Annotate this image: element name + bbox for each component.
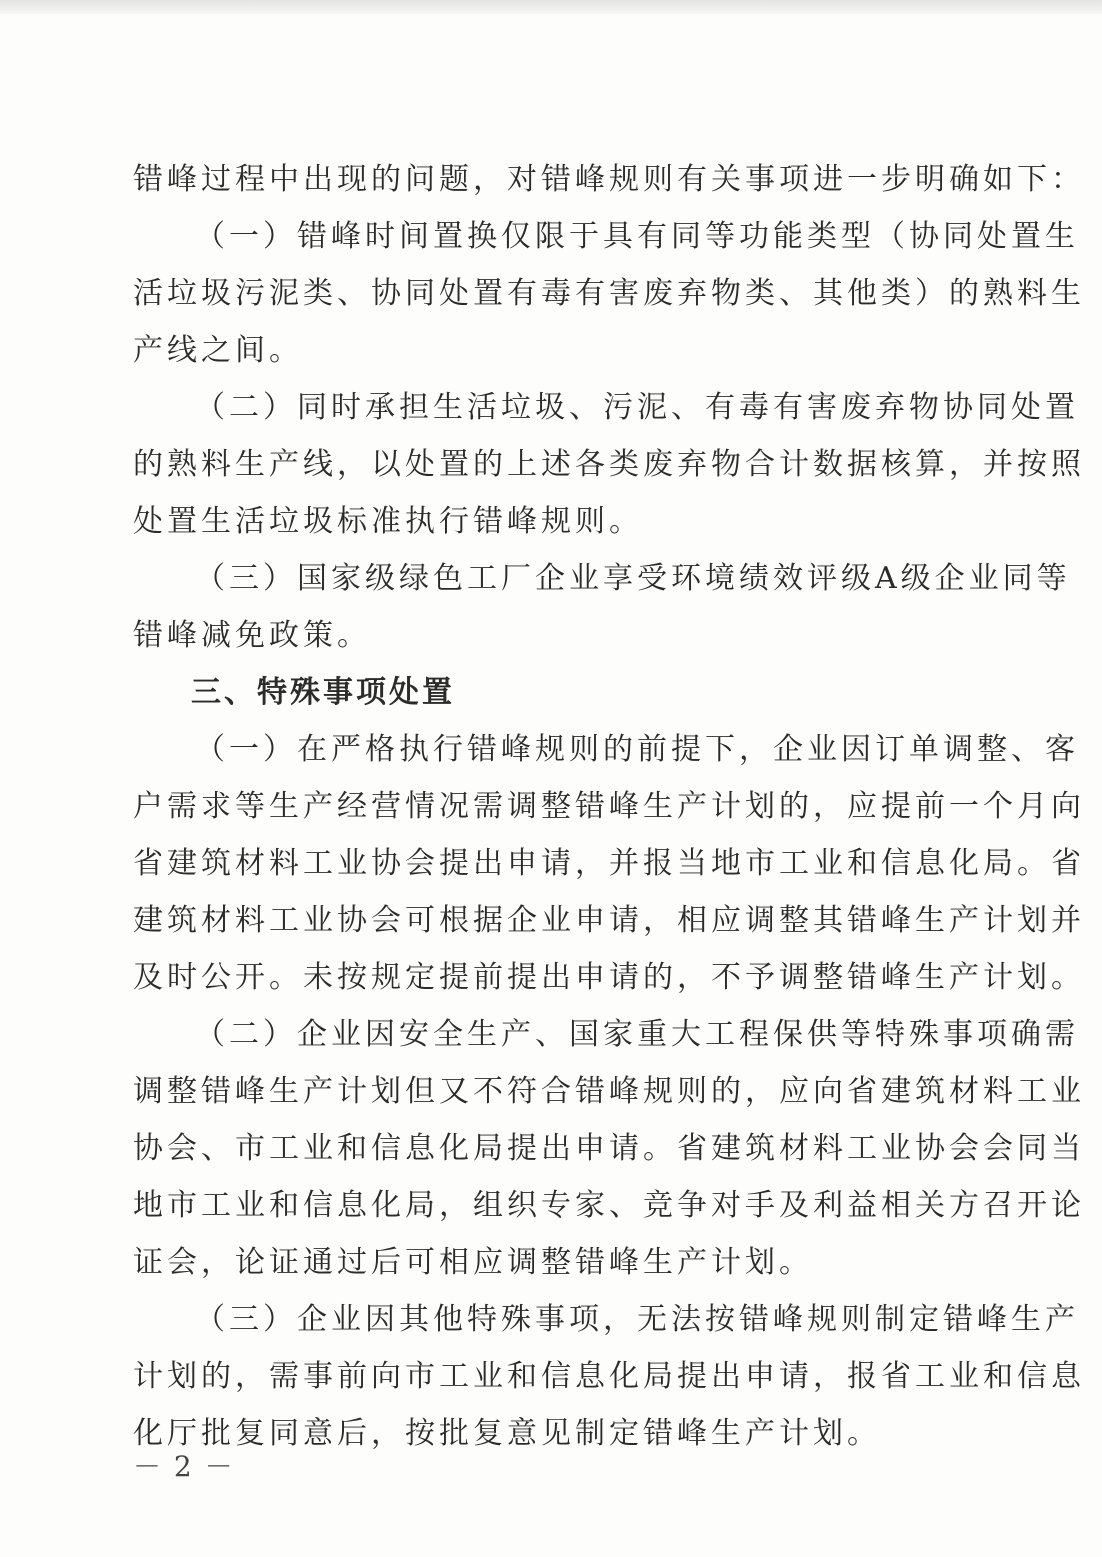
text-line: 处置生活垃圾标准执行错峰规则。	[133, 504, 643, 539]
text-line: （二）同时承担生活垃圾、污泥、有毒有害废弃物协同处置	[195, 390, 1079, 425]
section-heading: 三、特殊事项处置	[191, 675, 455, 710]
text-line: 及时公开。未按规定提前提出申请的，不予调整错峰生产计划。	[133, 960, 1085, 995]
text-line: 证会，论证通过后可相应调整错峰生产计划。	[133, 1245, 813, 1280]
text-line: 错峰减免政策。	[133, 618, 371, 653]
text-line: （一）在严格执行错峰规则的前提下，企业因订单调整、客	[195, 732, 1079, 767]
document-body	[133, 151, 1085, 1462]
text-line: 户需求等生产经营情况需调整错峰生产计划的，应提前一个月向	[133, 789, 1085, 824]
text-line: 的熟料生产线，以处置的上述各类废弃物合计数据核算，并按照	[133, 447, 1085, 482]
text-line: 地市工业和信息化局，组织专家、竞争对手及利益相关方召开论	[133, 1188, 1085, 1223]
text-line: （一）错峰时间置换仅限于具有同等功能类型（协同处置生	[195, 219, 1079, 254]
text-line: 错峰过程中出现的问题，对错峰规则有关事项进一步明确如下：	[133, 162, 1085, 197]
text-line: 建筑材料工业协会可根据企业申请，相应调整其错峰生产计划并	[133, 903, 1085, 938]
scan-top-edge	[0, 0, 1102, 14]
text-line: 调整错峰生产计划但又不符合错峰规则的，应向省建筑材料工业	[133, 1074, 1085, 1109]
text-line: （三）国家级绿色工厂企业享受环境绩效评级A级企业同等	[195, 561, 1071, 596]
text-line: 省建筑材料工业协会提出申请，并报当地市工业和信息化局。省	[133, 846, 1085, 881]
text-line: 产线之间。	[133, 333, 303, 368]
text-line: 协会、市工业和信息化局提出申请。省建筑材料工业协会会同当	[133, 1131, 1085, 1166]
text-line: （三）企业因其他特殊事项，无法按错峰规则制定错峰生产	[195, 1302, 1079, 1337]
text-line: 计划的，需事前向市工业和信息化局提出申请，报省工业和信息	[133, 1359, 1085, 1394]
page-number: － 2 －	[133, 1450, 235, 1483]
text-line: （二）企业因安全生产、国家重大工程保供等特殊事项确需	[195, 1017, 1079, 1052]
text-line: 活垃圾污泥类、协同处置有毒有害废弃物类、其他类）的熟料生	[133, 276, 1085, 311]
text-line: 化厅批复同意后，按批复意见制定错峰生产计划。	[133, 1416, 881, 1451]
